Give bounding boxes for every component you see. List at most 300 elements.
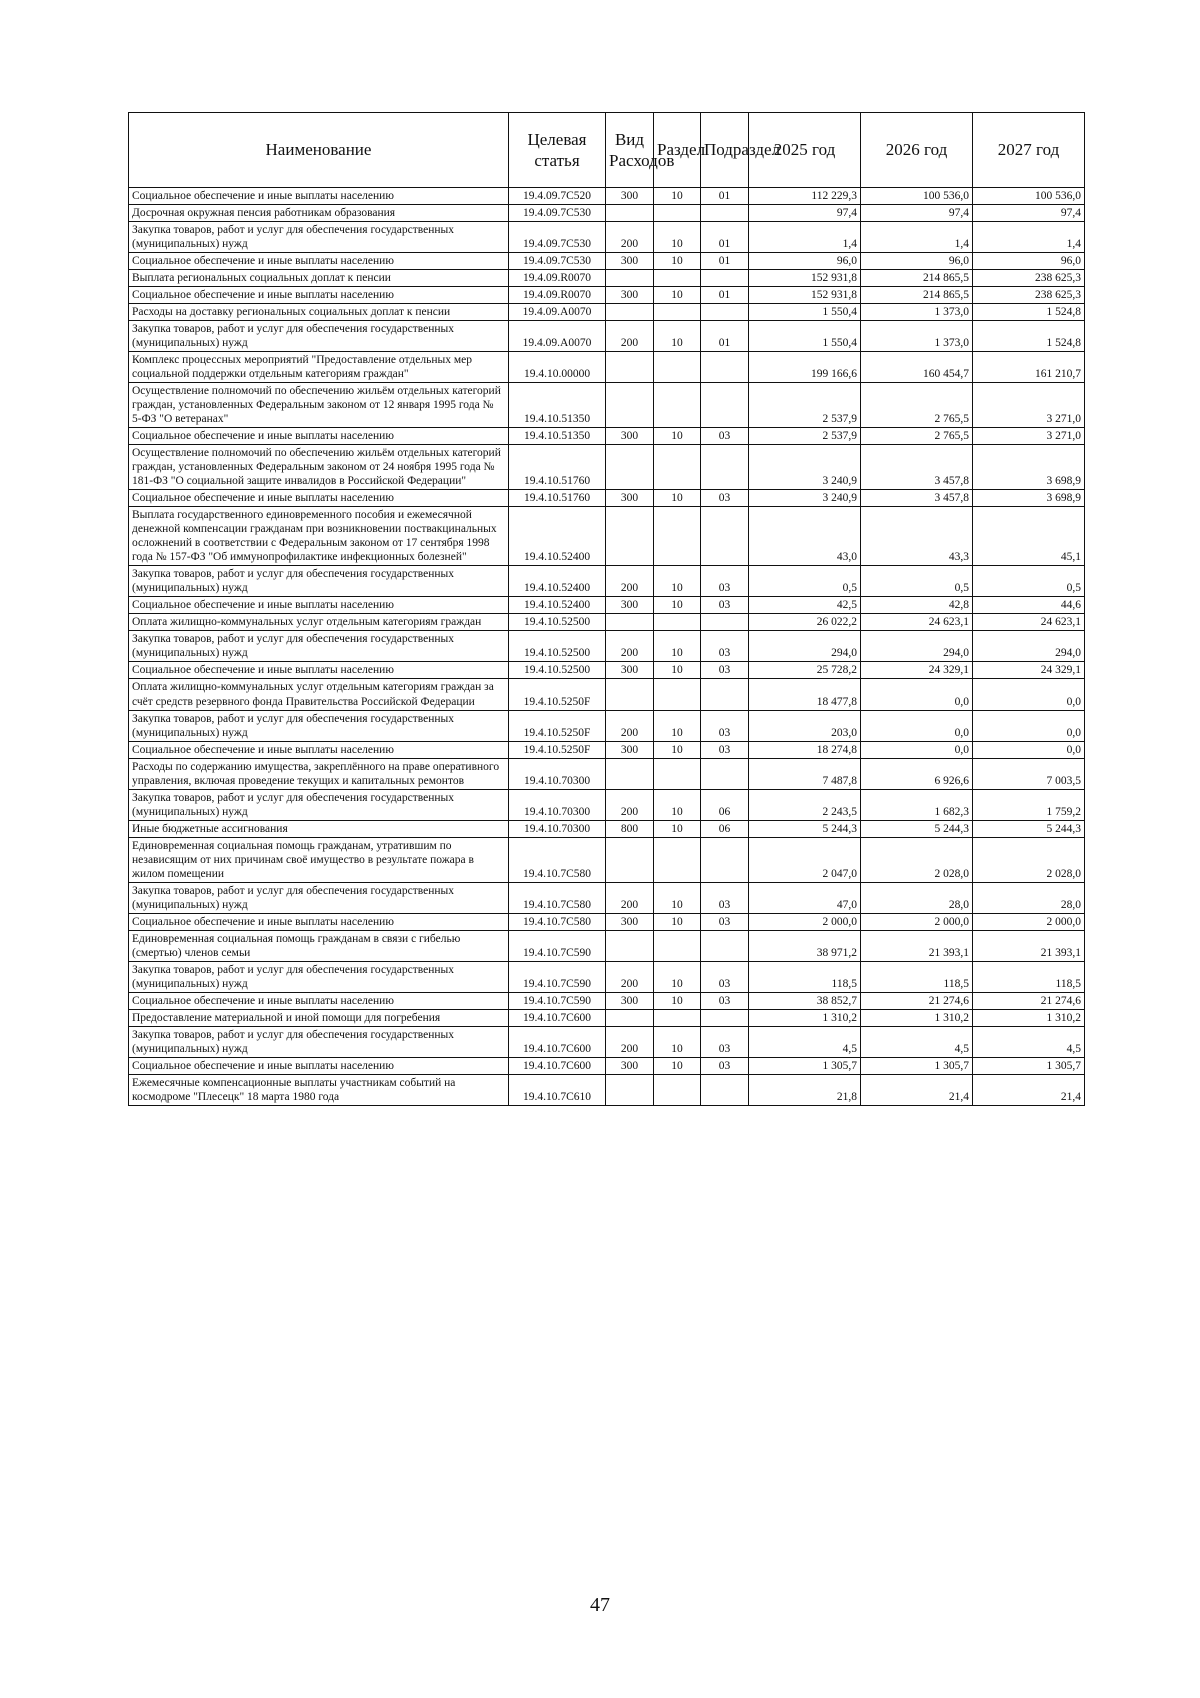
cell-razdel: 10 <box>654 961 701 992</box>
cell-2026: 96,0 <box>861 253 973 270</box>
cell-razdel: 10 <box>654 253 701 270</box>
cell-2025: 18 274,8 <box>749 741 861 758</box>
cell-2025: 2 000,0 <box>749 913 861 930</box>
table-row <box>129 490 1085 507</box>
cell-podrazdel <box>701 205 749 222</box>
cell-2026: 21,4 <box>861 1074 973 1105</box>
cell-podrazdel <box>701 614 749 631</box>
table-row <box>129 321 1085 352</box>
cell-vid: 300 <box>606 490 654 507</box>
cell-razdel: 10 <box>654 710 701 741</box>
cell-2026: 97,4 <box>861 205 973 222</box>
cell-2026: 42,8 <box>861 597 973 614</box>
cell-2025: 42,5 <box>749 597 861 614</box>
cell-target: 19.4.10.52500 <box>509 662 606 679</box>
cell-2025: 2 537,9 <box>749 428 861 445</box>
cell-razdel: 10 <box>654 1057 701 1074</box>
cell-2027: 238 625,3 <box>973 270 1085 287</box>
cell-razdel: 10 <box>654 662 701 679</box>
cell-name: Закупка товаров, работ и услуг для обеспечения государственных (муниципальных) нужд <box>129 631 509 662</box>
cell-target: 19.4.10.52400 <box>509 507 606 566</box>
cell-vid <box>606 1074 654 1105</box>
cell-name: Закупка товаров, работ и услуг для обеспечения государственных (муниципальных) нужд <box>129 222 509 253</box>
cell-name: Расходы по содержанию имущества, закреплённого на праве оперативного управления, включая проведение текущих и капитальных ремонтов <box>129 758 509 789</box>
cell-2027: 1 524,8 <box>973 304 1085 321</box>
cell-razdel: 10 <box>654 789 701 820</box>
cell-razdel: 10 <box>654 992 701 1009</box>
cell-name: Социальное обеспечение и иные выплаты населению <box>129 1057 509 1074</box>
cell-2027: 24 329,1 <box>973 662 1085 679</box>
table-row <box>129 428 1085 445</box>
cell-2025: 294,0 <box>749 631 861 662</box>
cell-2025: 47,0 <box>749 882 861 913</box>
cell-target: 19.4.10.52400 <box>509 566 606 597</box>
cell-2027: 4,5 <box>973 1026 1085 1057</box>
cell-2027: 3 698,9 <box>973 445 1085 490</box>
cell-name: Расходы на доставку региональных социальных доплат к пенсии <box>129 304 509 321</box>
cell-target: 19.4.09.7С530 <box>509 205 606 222</box>
cell-name: Осуществление полномочий по обеспечению жильём отдельных категорий граждан, установленных Федеральным законом от 12 января 1995 года № 5-ФЗ "О ветеранах" <box>129 383 509 428</box>
cell-target: 19.4.10.00000 <box>509 352 606 383</box>
cell-name: Закупка товаров, работ и услуг для обеспечения государственных (муниципальных) нужд <box>129 961 509 992</box>
cell-razdel <box>654 1074 701 1105</box>
cell-target: 19.4.10.7С580 <box>509 882 606 913</box>
table-row <box>129 961 1085 992</box>
cell-2026: 1 305,7 <box>861 1057 973 1074</box>
cell-name: Осуществление полномочий по обеспечению жильём отдельных категорий граждан, установленных Федеральным законом от 24 ноября 1995 года № 181-ФЗ "О социальной защите инвалидов в Российской Федерации" <box>129 445 509 490</box>
cell-2026: 0,0 <box>861 741 973 758</box>
cell-vid <box>606 352 654 383</box>
cell-vid <box>606 270 654 287</box>
cell-name: Единовременная социальная помощь гражданам, утратившим по независящим от них причинам своё имущество в результате пожара в жилом помещении <box>129 837 509 882</box>
cell-target: 19.4.10.52400 <box>509 597 606 614</box>
cell-2026: 294,0 <box>861 631 973 662</box>
cell-podrazdel: 06 <box>701 820 749 837</box>
cell-2026: 3 457,8 <box>861 490 973 507</box>
cell-name: Социальное обеспечение и иные выплаты населению <box>129 741 509 758</box>
cell-2027: 0,0 <box>973 741 1085 758</box>
cell-target: 19.4.10.51350 <box>509 383 606 428</box>
table-row <box>129 287 1085 304</box>
cell-target: 19.4.10.52500 <box>509 631 606 662</box>
cell-2025: 96,0 <box>749 253 861 270</box>
table-row <box>129 758 1085 789</box>
cell-2025: 3 240,9 <box>749 445 861 490</box>
cell-podrazdel: 03 <box>701 490 749 507</box>
cell-podrazdel: 03 <box>701 428 749 445</box>
cell-2027: 2 028,0 <box>973 837 1085 882</box>
cell-podrazdel: 03 <box>701 1057 749 1074</box>
cell-podrazdel <box>701 352 749 383</box>
cell-razdel <box>654 837 701 882</box>
cell-2025: 1 550,4 <box>749 304 861 321</box>
cell-2027: 7 003,5 <box>973 758 1085 789</box>
table-row <box>129 597 1085 614</box>
cell-2026: 3 457,8 <box>861 445 973 490</box>
cell-razdel <box>654 614 701 631</box>
cell-2026: 21 393,1 <box>861 930 973 961</box>
table-row <box>129 631 1085 662</box>
table-row <box>129 882 1085 913</box>
cell-2027: 5 244,3 <box>973 820 1085 837</box>
cell-target: 19.4.10.7С580 <box>509 837 606 882</box>
cell-vid: 200 <box>606 961 654 992</box>
cell-2025: 203,0 <box>749 710 861 741</box>
cell-2027: 2 000,0 <box>973 913 1085 930</box>
cell-2025: 152 931,8 <box>749 287 861 304</box>
cell-name: Единовременная социальная помощь гражданам в связи с гибелью (смертью) членов семьи <box>129 930 509 961</box>
cell-2025: 2 047,0 <box>749 837 861 882</box>
cell-razdel: 10 <box>654 631 701 662</box>
header-target: Целевая статья <box>509 113 606 188</box>
cell-target: 19.4.10.7С600 <box>509 1057 606 1074</box>
cell-target: 19.4.09.7С530 <box>509 253 606 270</box>
cell-2026: 4,5 <box>861 1026 973 1057</box>
cell-2026: 0,5 <box>861 566 973 597</box>
cell-2025: 152 931,8 <box>749 270 861 287</box>
cell-2027: 21,4 <box>973 1074 1085 1105</box>
cell-2027: 0,0 <box>973 679 1085 710</box>
cell-name: Иные бюджетные ассигнования <box>129 820 509 837</box>
cell-razdel: 10 <box>654 222 701 253</box>
header-razdel: Раздел <box>654 113 701 188</box>
cell-podrazdel: 03 <box>701 882 749 913</box>
cell-razdel: 10 <box>654 882 701 913</box>
cell-2026: 2 028,0 <box>861 837 973 882</box>
table-row <box>129 1026 1085 1057</box>
cell-razdel: 10 <box>654 597 701 614</box>
cell-vid: 300 <box>606 597 654 614</box>
table-row <box>129 383 1085 428</box>
cell-2025: 2 537,9 <box>749 383 861 428</box>
cell-2026: 100 536,0 <box>861 188 973 205</box>
cell-podrazdel <box>701 445 749 490</box>
cell-razdel <box>654 930 701 961</box>
cell-2026: 118,5 <box>861 961 973 992</box>
cell-vid <box>606 679 654 710</box>
cell-razdel <box>654 383 701 428</box>
cell-name: Закупка товаров, работ и услуг для обеспечения государственных (муниципальных) нужд <box>129 710 509 741</box>
cell-2027: 96,0 <box>973 253 1085 270</box>
cell-vid: 300 <box>606 741 654 758</box>
cell-2027: 28,0 <box>973 882 1085 913</box>
cell-2026: 1 373,0 <box>861 321 973 352</box>
cell-name: Социальное обеспечение и иные выплаты населению <box>129 287 509 304</box>
cell-2026: 5 244,3 <box>861 820 973 837</box>
cell-2026: 43,3 <box>861 507 973 566</box>
cell-podrazdel <box>701 837 749 882</box>
cell-razdel: 10 <box>654 741 701 758</box>
cell-name: Досрочная окружная пенсия работникам образования <box>129 205 509 222</box>
cell-podrazdel: 03 <box>701 662 749 679</box>
cell-2027: 294,0 <box>973 631 1085 662</box>
cell-vid: 800 <box>606 820 654 837</box>
cell-podrazdel: 03 <box>701 631 749 662</box>
cell-2026: 1 373,0 <box>861 304 973 321</box>
table-body <box>129 188 1085 1106</box>
header-podrazdel: Подраздел <box>701 113 749 188</box>
cell-target: 19.4.10.5250F <box>509 741 606 758</box>
cell-podrazdel <box>701 930 749 961</box>
cell-vid: 300 <box>606 992 654 1009</box>
cell-2027: 238 625,3 <box>973 287 1085 304</box>
cell-razdel: 10 <box>654 188 701 205</box>
table-row <box>129 304 1085 321</box>
cell-podrazdel: 01 <box>701 188 749 205</box>
cell-name: Закупка товаров, работ и услуг для обеспечения государственных (муниципальных) нужд <box>129 789 509 820</box>
cell-podrazdel <box>701 758 749 789</box>
cell-podrazdel: 01 <box>701 287 749 304</box>
table-row <box>129 566 1085 597</box>
cell-2027: 3 698,9 <box>973 490 1085 507</box>
cell-podrazdel: 01 <box>701 253 749 270</box>
cell-vid <box>606 930 654 961</box>
cell-2025: 3 240,9 <box>749 490 861 507</box>
cell-vid <box>606 1009 654 1026</box>
table-row <box>129 679 1085 710</box>
cell-razdel <box>654 1009 701 1026</box>
cell-2027: 0,5 <box>973 566 1085 597</box>
cell-2025: 199 166,6 <box>749 352 861 383</box>
cell-2027: 161 210,7 <box>973 352 1085 383</box>
cell-2026: 160 454,7 <box>861 352 973 383</box>
cell-2027: 1,4 <box>973 222 1085 253</box>
cell-2026: 1 682,3 <box>861 789 973 820</box>
table-row <box>129 992 1085 1009</box>
cell-razdel: 10 <box>654 913 701 930</box>
header-2026: 2026 год <box>861 113 973 188</box>
cell-2027: 45,1 <box>973 507 1085 566</box>
cell-2026: 0,0 <box>861 710 973 741</box>
cell-2027: 118,5 <box>973 961 1085 992</box>
cell-target: 19.4.10.70300 <box>509 758 606 789</box>
table-row <box>129 270 1085 287</box>
table-row <box>129 1057 1085 1074</box>
cell-name: Оплата жилищно-коммунальных услуг отдельным категориям граждан <box>129 614 509 631</box>
cell-name: Выплата государственного единовременного пособия и ежемесячной денежной компенсации гражданам при возникновении поствакцинальных осложнений в соответствии с Федеральным законом от 17 сентября 1998 года № 157-ФЗ "Об иммунопрофилактике инфекционных болезней" <box>129 507 509 566</box>
cell-target: 19.4.10.70300 <box>509 820 606 837</box>
table-row <box>129 789 1085 820</box>
cell-2025: 38 971,2 <box>749 930 861 961</box>
cell-vid: 300 <box>606 1057 654 1074</box>
cell-name: Закупка товаров, работ и услуг для обеспечения государственных (муниципальных) нужд <box>129 882 509 913</box>
table-row <box>129 837 1085 882</box>
cell-2027: 1 759,2 <box>973 789 1085 820</box>
cell-2026: 0,0 <box>861 679 973 710</box>
cell-razdel: 10 <box>654 490 701 507</box>
cell-vid <box>606 445 654 490</box>
cell-name: Закупка товаров, работ и услуг для обеспечения государственных (муниципальных) нужд <box>129 321 509 352</box>
cell-target: 19.4.09.А0070 <box>509 321 606 352</box>
cell-2025: 118,5 <box>749 961 861 992</box>
cell-razdel: 10 <box>654 1026 701 1057</box>
cell-2026: 2 765,5 <box>861 383 973 428</box>
cell-target: 19.4.10.7С600 <box>509 1009 606 1026</box>
cell-2027: 97,4 <box>973 205 1085 222</box>
cell-target: 19.4.09.R0070 <box>509 270 606 287</box>
cell-2026: 1 310,2 <box>861 1009 973 1026</box>
cell-2025: 97,4 <box>749 205 861 222</box>
cell-podrazdel <box>701 507 749 566</box>
cell-name: Социальное обеспечение и иные выплаты населению <box>129 253 509 270</box>
cell-razdel <box>654 507 701 566</box>
cell-name: Социальное обеспечение и иные выплаты населению <box>129 662 509 679</box>
cell-name: Социальное обеспечение и иные выплаты населению <box>129 490 509 507</box>
cell-2025: 1 310,2 <box>749 1009 861 1026</box>
cell-vid: 300 <box>606 428 654 445</box>
cell-target: 19.4.10.7С590 <box>509 992 606 1009</box>
cell-name: Ежемесячные компенсационные выплаты участникам событий на космодроме "Плесецк" 18 марта 1980 года <box>129 1074 509 1105</box>
cell-podrazdel: 03 <box>701 1026 749 1057</box>
cell-vid: 300 <box>606 287 654 304</box>
table-row <box>129 662 1085 679</box>
cell-name: Комплекс процессных мероприятий "Предоставление отдельных мер социальной поддержки отдельным категориям граждан" <box>129 352 509 383</box>
cell-razdel <box>654 304 701 321</box>
cell-vid <box>606 383 654 428</box>
cell-vid: 300 <box>606 253 654 270</box>
cell-target: 19.4.10.51350 <box>509 428 606 445</box>
header-2027: 2027 год <box>973 113 1085 188</box>
cell-podrazdel <box>701 304 749 321</box>
cell-2026: 6 926,6 <box>861 758 973 789</box>
cell-2027: 3 271,0 <box>973 428 1085 445</box>
cell-2027: 1 310,2 <box>973 1009 1085 1026</box>
cell-razdel <box>654 758 701 789</box>
cell-vid <box>606 507 654 566</box>
page-number: 47 <box>590 1594 610 1616</box>
cell-podrazdel: 03 <box>701 597 749 614</box>
cell-target: 19.4.09.7С530 <box>509 222 606 253</box>
cell-2025: 2 243,5 <box>749 789 861 820</box>
cell-name: Социальное обеспечение и иные выплаты населению <box>129 992 509 1009</box>
cell-target: 19.4.10.7С610 <box>509 1074 606 1105</box>
cell-razdel <box>654 445 701 490</box>
cell-2025: 26 022,2 <box>749 614 861 631</box>
cell-target: 19.4.10.52500 <box>509 614 606 631</box>
cell-vid: 200 <box>606 566 654 597</box>
cell-2025: 7 487,8 <box>749 758 861 789</box>
cell-2027: 0,0 <box>973 710 1085 741</box>
cell-2027: 1 305,7 <box>973 1057 1085 1074</box>
cell-2026: 24 623,1 <box>861 614 973 631</box>
cell-target: 19.4.09.7С520 <box>509 188 606 205</box>
cell-vid: 200 <box>606 222 654 253</box>
cell-name: Предоставление материальной и иной помощи для погребения <box>129 1009 509 1026</box>
cell-vid: 200 <box>606 882 654 913</box>
cell-2027: 21 274,6 <box>973 992 1085 1009</box>
cell-target: 19.4.09.R0070 <box>509 287 606 304</box>
cell-2025: 0,5 <box>749 566 861 597</box>
table-row <box>129 1074 1085 1105</box>
cell-2026: 28,0 <box>861 882 973 913</box>
cell-vid: 200 <box>606 631 654 662</box>
cell-2025: 1 550,4 <box>749 321 861 352</box>
cell-2025: 1,4 <box>749 222 861 253</box>
table-row <box>129 614 1085 631</box>
cell-podrazdel: 01 <box>701 321 749 352</box>
cell-2025: 1 305,7 <box>749 1057 861 1074</box>
cell-2026: 2 765,5 <box>861 428 973 445</box>
cell-name: Социальное обеспечение и иные выплаты населению <box>129 188 509 205</box>
cell-vid: 300 <box>606 662 654 679</box>
cell-target: 19.4.10.51760 <box>509 445 606 490</box>
cell-target: 19.4.09.А0070 <box>509 304 606 321</box>
cell-2027: 100 536,0 <box>973 188 1085 205</box>
cell-vid: 300 <box>606 188 654 205</box>
cell-2026: 24 329,1 <box>861 662 973 679</box>
cell-name: Социальное обеспечение и иные выплаты населению <box>129 597 509 614</box>
cell-2026: 214 865,5 <box>861 270 973 287</box>
cell-razdel: 10 <box>654 287 701 304</box>
cell-podrazdel <box>701 270 749 287</box>
cell-razdel: 10 <box>654 820 701 837</box>
table-row <box>129 445 1085 490</box>
cell-podrazdel: 03 <box>701 961 749 992</box>
cell-2027: 24 623,1 <box>973 614 1085 631</box>
cell-name: Выплата региональных социальных доплат к пенсии <box>129 270 509 287</box>
cell-2025: 4,5 <box>749 1026 861 1057</box>
cell-vid: 200 <box>606 1026 654 1057</box>
header-name: Наименование <box>129 113 509 188</box>
cell-target: 19.4.10.7С580 <box>509 913 606 930</box>
cell-target: 19.4.10.7С590 <box>509 961 606 992</box>
cell-2025: 38 852,7 <box>749 992 861 1009</box>
header-vid: Вид Расходов <box>606 113 654 188</box>
cell-2025: 5 244,3 <box>749 820 861 837</box>
cell-podrazdel: 06 <box>701 789 749 820</box>
cell-vid <box>606 205 654 222</box>
cell-podrazdel <box>701 1074 749 1105</box>
cell-name: Оплата жилищно-коммунальных услуг отдельным категориям граждан за счёт средств резервного фонда Правительства Российской Федерации <box>129 679 509 710</box>
cell-2026: 1,4 <box>861 222 973 253</box>
cell-vid <box>606 758 654 789</box>
cell-2026: 214 865,5 <box>861 287 973 304</box>
cell-target: 19.4.10.70300 <box>509 789 606 820</box>
table-row <box>129 1009 1085 1026</box>
cell-name: Социальное обеспечение и иные выплаты населению <box>129 428 509 445</box>
cell-podrazdel: 03 <box>701 992 749 1009</box>
cell-2025: 112 229,3 <box>749 188 861 205</box>
cell-2026: 21 274,6 <box>861 992 973 1009</box>
cell-2026: 2 000,0 <box>861 913 973 930</box>
cell-razdel <box>654 352 701 383</box>
cell-vid <box>606 837 654 882</box>
cell-razdel <box>654 679 701 710</box>
cell-2027: 44,6 <box>973 597 1085 614</box>
cell-name: Социальное обеспечение и иные выплаты населению <box>129 913 509 930</box>
cell-podrazdel: 03 <box>701 710 749 741</box>
cell-podrazdel: 03 <box>701 566 749 597</box>
table-row <box>129 222 1085 253</box>
header-2025: 2025 год <box>749 113 861 188</box>
cell-2027: 21 393,1 <box>973 930 1085 961</box>
table-row <box>129 507 1085 566</box>
table-row <box>129 188 1085 205</box>
cell-vid: 200 <box>606 321 654 352</box>
cell-razdel: 10 <box>654 321 701 352</box>
cell-vid: 200 <box>606 789 654 820</box>
cell-2025: 25 728,2 <box>749 662 861 679</box>
cell-target: 19.4.10.51760 <box>509 490 606 507</box>
budget-table <box>128 112 1085 1106</box>
cell-name: Закупка товаров, работ и услуг для обеспечения государственных (муниципальных) нужд <box>129 566 509 597</box>
cell-target: 19.4.10.7С590 <box>509 930 606 961</box>
cell-razdel: 10 <box>654 428 701 445</box>
cell-podrazdel <box>701 1009 749 1026</box>
cell-vid <box>606 614 654 631</box>
cell-razdel <box>654 205 701 222</box>
table-row <box>129 205 1085 222</box>
